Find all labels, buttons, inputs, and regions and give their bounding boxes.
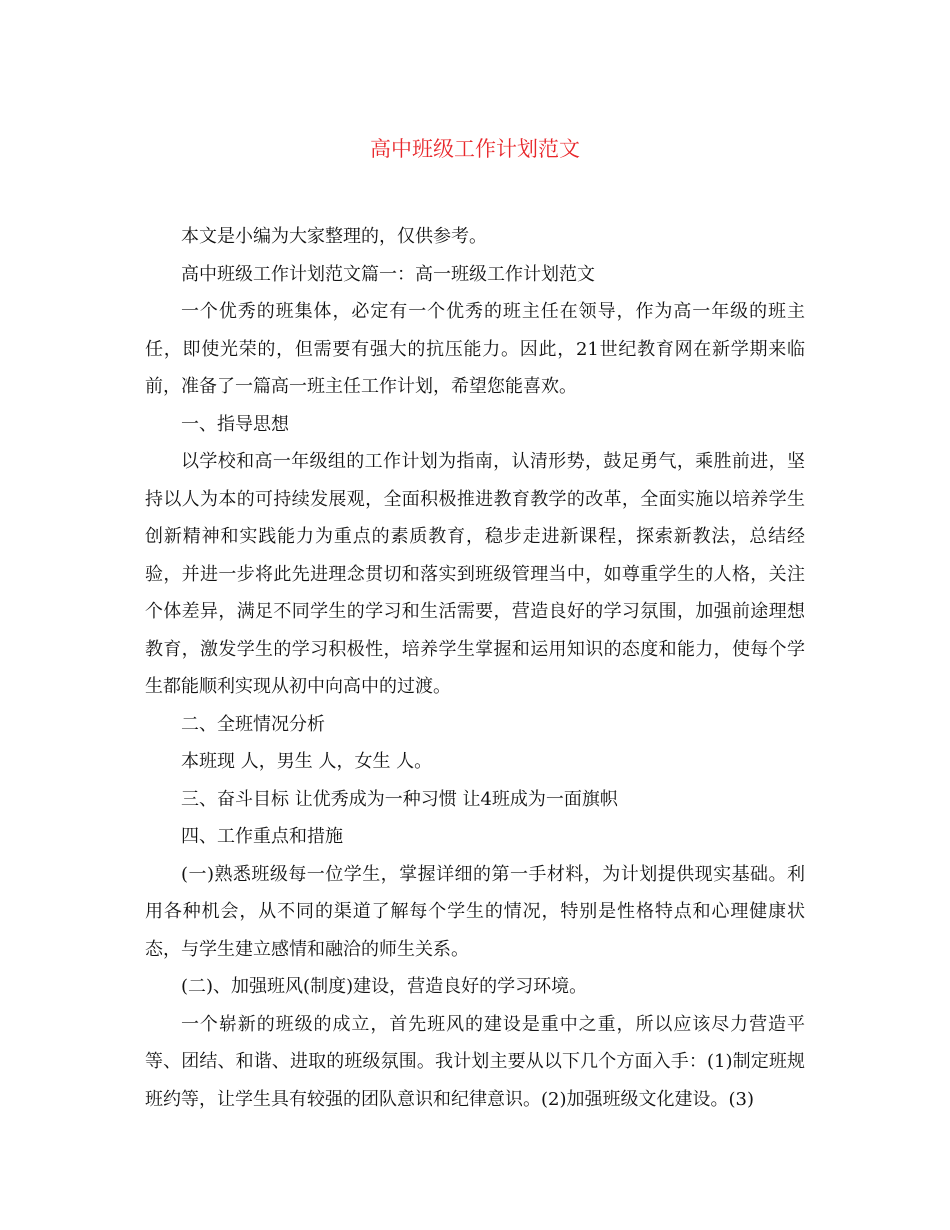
- paragraph-intro: 本文是小编为大家整理的，仅供参考。: [181, 226, 487, 247]
- paragraph-know-students: (一)熟悉班级每一位学生，掌握详细的第一手材料，为计划提供现实基础。利用各种机会，从不同的渠道了解每个学生的情况，特别是性格特点和心理健康状态，与学生建立感情和融洽的师生关系。: [145, 863, 805, 960]
- section-heading-goals: 三、奋斗目标 让优秀成为一种习惯 让4班成为一面旗帜: [181, 788, 618, 810]
- subheading-class-style: (二)、加强班风(制度)建设，营造良好的学习环境。: [181, 976, 588, 997]
- document-title: 高中班级工作计划范文: [370, 137, 580, 161]
- paragraph-guiding-ideology: 以学校和高一年级组的工作计划为指南，认清形势，鼓足勇气，乘胜前进，坚持以人为本的可持续发展观，全面积极推进教育教学的改革，全面实施以培养学生创新精神和实践能力为重点的素质教育，稳步走进新课程，探索新教法，总结经验，并进一步将此先进理念贯切和落实到班级管理当中，如尊重学生的人格，关注个体差异，满足不同学生的学习和生活需要，营造良好的学习氛围，加强前途理想教育，激发学生的学习积极性，培养学生掌握和运用知识的态度和能力，使每个学生都能顺利实现从初中向高中的过渡。: [145, 451, 805, 697]
- paragraph-subtitle: 高中班级工作计划范文篇一：高一班级工作计划范文: [181, 263, 595, 285]
- section-heading-guiding-ideology: 一、指导思想: [181, 413, 289, 435]
- document-body: [145, 218, 805, 1118]
- section-heading-key-work: 四、工作重点和措施: [181, 826, 343, 847]
- paragraph-preface: 一个优秀的班集体，必定有一个优秀的班主任在领导，作为高一年级的班主任，即使光荣的，但需要有强大的抗压能力。因此，21世纪教育网在新学期来临前，准备了一篇高一班主任工作计划，希望您能喜欢。: [145, 301, 805, 397]
- section-heading-class-analysis: 二、全班情况分析: [181, 713, 325, 735]
- paragraph-class-analysis: 本班现 人，男生 人，女生 人。: [181, 751, 433, 772]
- paragraph-class-style: 一个崭新的班级的成立，首先班风的建设是重中之重，所以应该尽力营造平等、团结、和谐、进取的班级氛围。我计划主要从以下几个方面入手：(1)制定班规班约等，让学生具有较强的团队意识和纪律意识。(2)加强班级文化建设。(3): [145, 1013, 805, 1110]
